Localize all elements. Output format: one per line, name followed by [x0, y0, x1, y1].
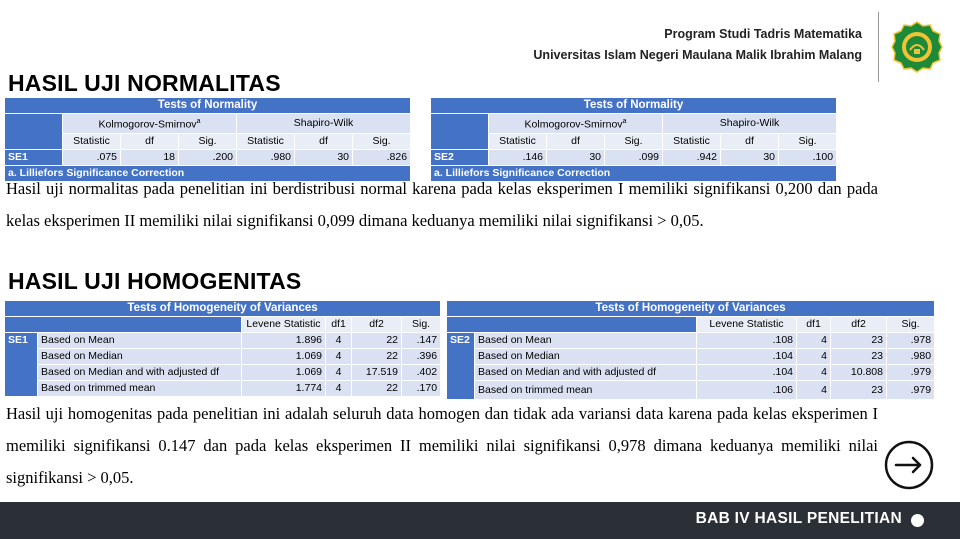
col-header: df — [721, 133, 779, 149]
table-cell: .099 — [605, 149, 663, 165]
table-cell: 1.069 — [242, 349, 326, 365]
header-divider — [878, 12, 879, 82]
col-header: Sig. — [887, 317, 935, 333]
table-cell: 4 — [797, 333, 831, 349]
table-cell: 1.896 — [242, 333, 326, 349]
row-label: Based on Mean — [38, 333, 242, 349]
row-label: Based on trimmed mean — [475, 381, 697, 400]
table-cell: 4 — [326, 365, 352, 381]
group-label: SE1 — [5, 333, 38, 397]
table-cell: 30 — [295, 149, 353, 165]
table-cell: .104 — [697, 349, 797, 365]
table-cell: 22 — [352, 333, 402, 349]
chapter-label: BAB IV HASIL PENELITIAN — [695, 510, 902, 527]
table-title: Tests of Normality — [5, 98, 411, 114]
table-cell: .978 — [887, 333, 935, 349]
table-cell: 30 — [547, 149, 605, 165]
group-label: SE2 — [447, 333, 475, 400]
table-cell: .979 — [887, 365, 935, 381]
col-header: df — [295, 133, 353, 149]
row-label: Based on trimmed mean — [38, 381, 242, 397]
col-header: Statistic — [489, 133, 547, 149]
col-header: Levene Statistic — [697, 317, 797, 333]
university-name: Universitas Islam Negeri Maulana Malik Ibrahim Malang — [533, 48, 862, 62]
normality-table-se1 — [4, 97, 411, 182]
table-cell: .402 — [402, 365, 441, 381]
col-header: Statistic — [237, 133, 295, 149]
table-cell: 4 — [326, 381, 352, 397]
col-header: Statistic — [63, 133, 121, 149]
col-header: Sig. — [353, 133, 411, 149]
normalitas-title: HASIL UJI NORMALITAS — [8, 70, 281, 96]
table-cell: 4 — [797, 365, 831, 381]
table-title: Tests of Homogeneity of Variances — [5, 301, 441, 317]
table-cell: .147 — [402, 333, 441, 349]
row-label: Based on Median — [475, 349, 697, 365]
table-cell: 23 — [831, 381, 887, 400]
row-label: SE2 — [431, 149, 489, 165]
table-corner — [5, 114, 63, 150]
table-cell: .104 — [697, 365, 797, 381]
table-title: Tests of Normality — [431, 98, 837, 114]
bullet-dot-icon — [911, 514, 924, 527]
homogenitas-paragraph: Hasil uji homogenitas pada penelitian ini adalah seluruh data homogen dan tidak ada variansi data karena pada kelas eksperimen I memiliki signifikansi 0.147 dan pada kelas eksperimen II memiliki nilai signifikansi 0,978 dimana keduanya memiliki nilai signifikansi > 0,05. — [6, 404, 878, 487]
table-cell: 23 — [831, 333, 887, 349]
table-cell: 17.519 — [352, 365, 402, 381]
table-cell: .108 — [697, 333, 797, 349]
table-cell: .980 — [887, 349, 935, 365]
col-header: df1 — [797, 317, 831, 333]
table-cell: .146 — [489, 149, 547, 165]
table-cell: .979 — [887, 381, 935, 400]
table-cell: .200 — [179, 149, 237, 165]
table-title: Tests of Homogeneity of Variances — [447, 301, 935, 317]
row-label: Based on Median and with adjusted df — [38, 365, 242, 381]
ks-group-header: Kolmogorov-Smirnov$^a$ — [63, 114, 237, 134]
table-cell: 4 — [797, 381, 831, 400]
col-header: Statistic — [663, 133, 721, 149]
sw-group-header: Shapiro-Wilk — [237, 114, 411, 134]
homogeneity-table-se2 — [446, 300, 935, 400]
col-header: Levene Statistic — [242, 317, 326, 333]
program-name: Program Studi Tadris Matematika — [664, 27, 862, 41]
footer-bar — [0, 502, 960, 539]
table-cell: .942 — [663, 149, 721, 165]
row-label: SE1 — [5, 149, 63, 165]
table-corner — [447, 317, 697, 333]
table-cell: 22 — [352, 381, 402, 397]
table-footnote: a. Lilliefors Significance Correction — [5, 165, 411, 181]
table-corner — [431, 114, 489, 150]
table-cell: 4 — [797, 349, 831, 365]
table-cell: .980 — [237, 149, 295, 165]
col-header: df1 — [326, 317, 352, 333]
table-cell: .826 — [353, 149, 411, 165]
normalitas-paragraph: Hasil uji normalitas pada penelitian ini berdistribusi normal karena pada kelas eksperimen I memiliki signifikansi 0,200 dan pada kelas eksperimen II memiliki nilai signifikansi 0,099 dimana keduanya memiliki nilai signifikansi > 0,05. — [6, 179, 878, 230]
arrow-right-circle-icon[interactable] — [884, 440, 934, 490]
table-cell: .075 — [63, 149, 121, 165]
col-header: Sig. — [179, 133, 237, 149]
table-cell: .170 — [402, 381, 441, 397]
homogeneity-table-se1 — [4, 300, 441, 397]
row-label: Based on Median — [38, 349, 242, 365]
row-label: Based on Mean — [475, 333, 697, 349]
table-cell: 1.069 — [242, 365, 326, 381]
table-cell: 23 — [831, 349, 887, 365]
table-cell: 10.808 — [831, 365, 887, 381]
table-cell: 4 — [326, 349, 352, 365]
col-header: Sig. — [779, 133, 837, 149]
col-header: Sig. — [402, 317, 441, 333]
table-corner — [5, 317, 242, 333]
table-footnote: a. Lilliefors Significance Correction — [431, 165, 837, 181]
table-cell: .106 — [697, 381, 797, 400]
university-logo-icon — [890, 20, 944, 74]
col-header: df2 — [352, 317, 402, 333]
table-cell: 30 — [721, 149, 779, 165]
col-header: df2 — [831, 317, 887, 333]
col-header: df — [547, 133, 605, 149]
table-cell: 1.774 — [242, 381, 326, 397]
sw-group-header: Shapiro-Wilk — [663, 114, 837, 134]
ks-group-header: Kolmogorov-Smirnov$^a$ — [489, 114, 663, 134]
table-cell: .100 — [779, 149, 837, 165]
col-header: Sig. — [605, 133, 663, 149]
col-header: df — [121, 133, 179, 149]
table-cell: 18 — [121, 149, 179, 165]
table-cell: 22 — [352, 349, 402, 365]
table-cell: 4 — [326, 333, 352, 349]
row-label: Based on Median and with adjusted df — [475, 365, 697, 381]
normality-table-se2 — [430, 97, 837, 182]
table-cell: .396 — [402, 349, 441, 365]
homogenitas-title: HASIL UJI HOMOGENITAS — [8, 268, 302, 294]
